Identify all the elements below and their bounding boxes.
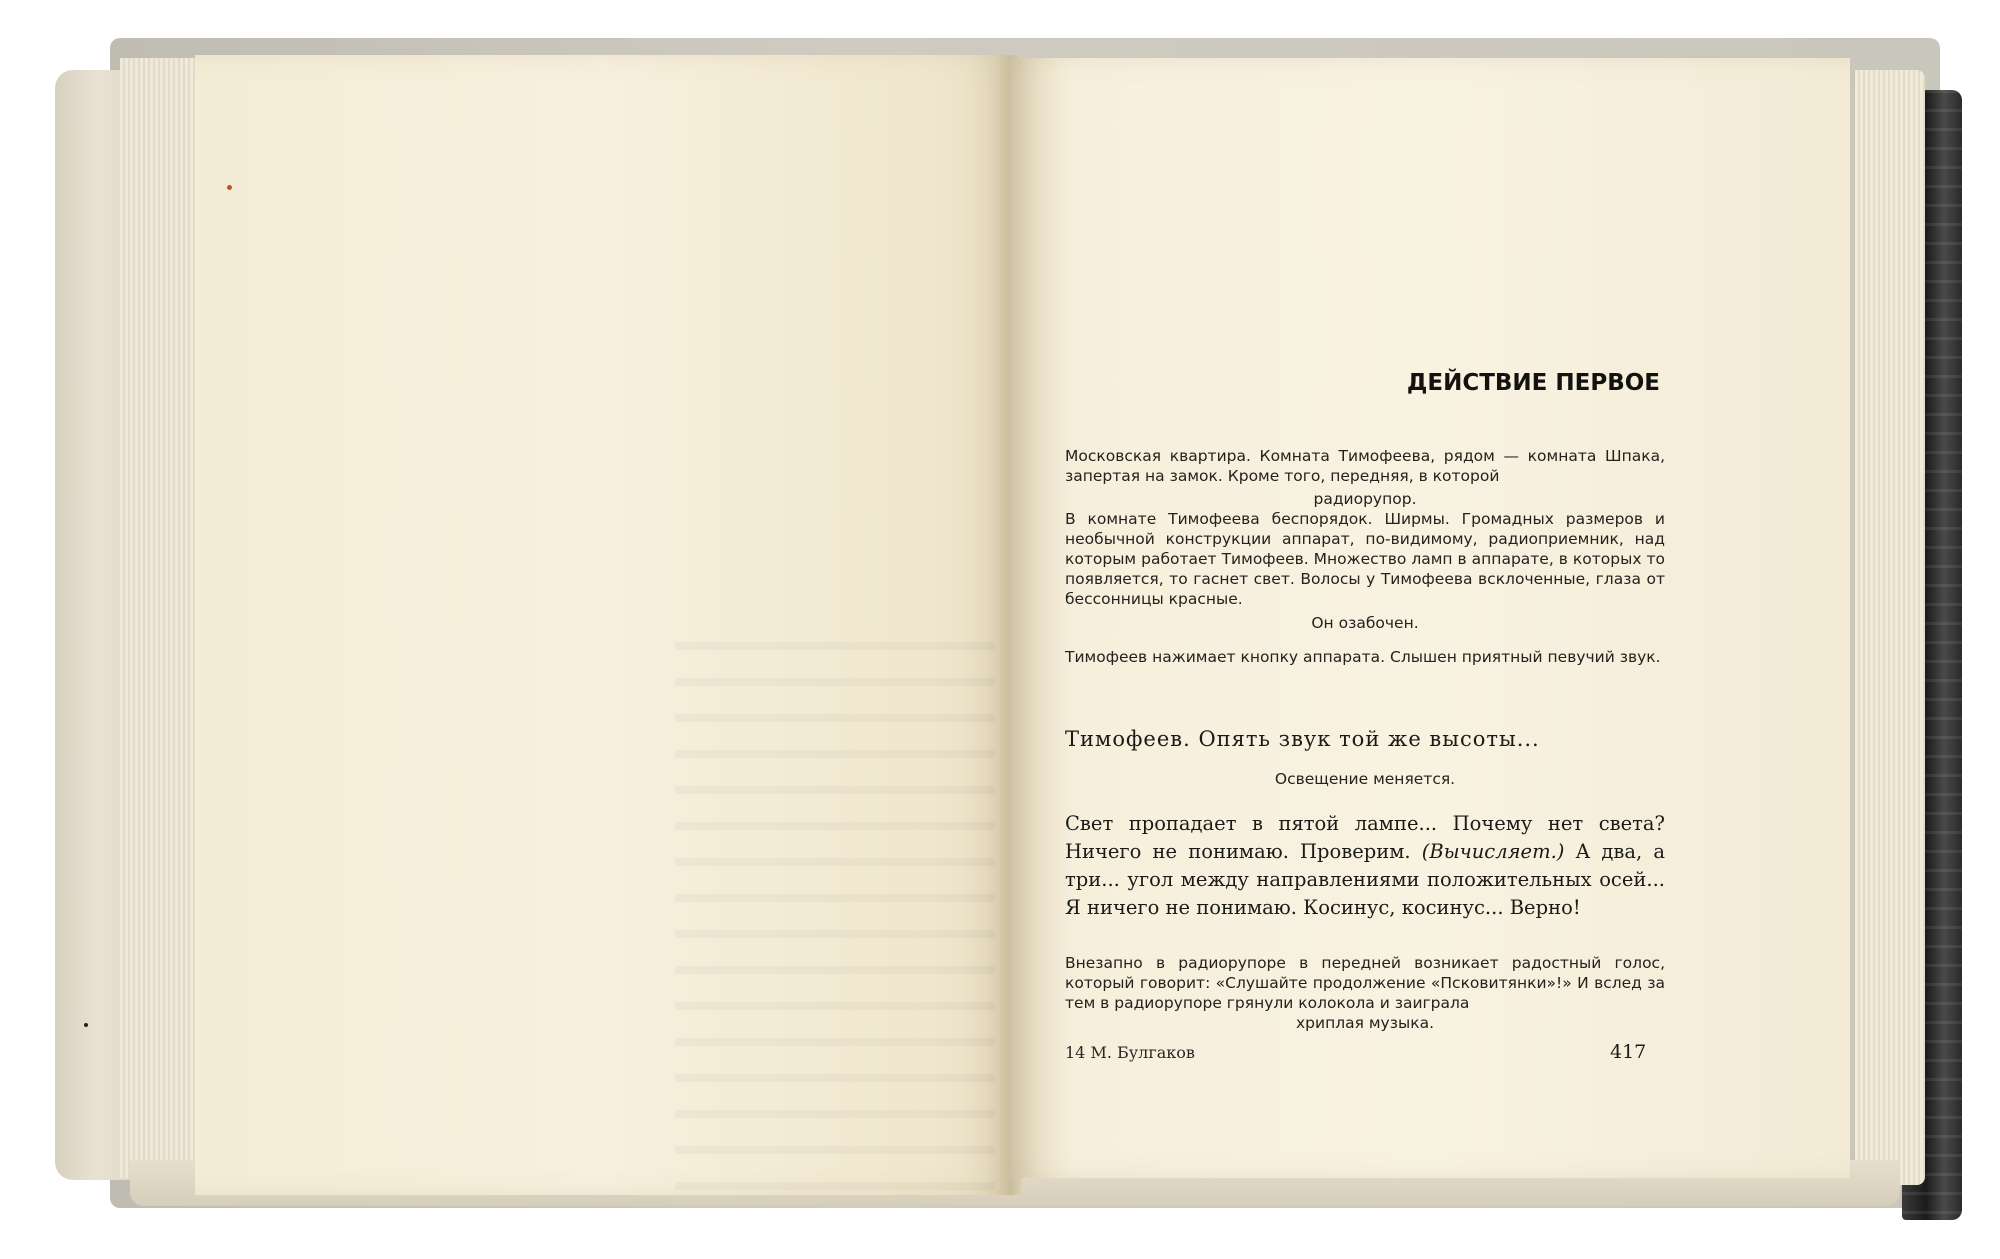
act-title: ДЕЙСТВИЕ ПЕРВОЕ [1406, 370, 1660, 396]
left-page-show-through [195, 55, 1015, 1195]
right-page-stack [1855, 70, 1925, 1185]
stage-direction-4: Освещение меняется. [1274, 770, 1456, 788]
left-page [195, 55, 1015, 1195]
speech-2-part-a: Свет пропадает в пятой лампе... Почему нет света? Ничего не понимаю. Проверим. [1065, 812, 1665, 863]
speech-2 [1065, 810, 1665, 922]
paper-fleck [227, 185, 232, 190]
speech-2-italic: (Вычисляет.) [1421, 840, 1565, 863]
dust-speck [84, 1023, 88, 1027]
footer-signature: 14 М. Булгаков [1065, 1043, 1195, 1062]
speech-2-part-b: А два, а три... угол между направлениями положительных осей... Я ничего не понимаю. Косинус, косинус... Верно! [1065, 840, 1665, 919]
stage-direction-1: Московская квартира. Комната Тимофеева, рядом — комната Шпака, запертая на замок. Кроме того, передняя, в которой [1065, 447, 1665, 485]
stage-direction-5-end: хриплая музыка. [1295, 1014, 1434, 1032]
speech-1: Тимофеев. Опять звук той же высоты... [1065, 727, 1540, 751]
page-number: 417 [1610, 1041, 1647, 1063]
stage-direction-5: Внезапно в радиорупоре в передней возникает радостный голос, который говорит: «Слушайте продолжение «Псковитянки»!» И вслед за тем в радиорупоре грянули колокола и заиграла [1065, 954, 1665, 1012]
stage-direction-2-end: Он озабочен. [1311, 614, 1419, 632]
stage-direction-1-end: радиорупор. [1313, 490, 1417, 508]
faint-list-lines [675, 620, 995, 1196]
stage-direction-2: В комнате Тимофеева беспорядок. Ширмы. Громадных размеров и необычной конструкции аппарат, по-видимому, радиоприемник, над которым работает Тимофеев. Множество ламп в аппарате, в которых то появляется, то гаснет свет. Волосы у Тимофеева всклоченные, глаза от бессонницы красные. [1065, 510, 1665, 608]
stage-direction-3: Тимофеев нажимает кнопку аппарата. Слышен приятный певучий звук. [1065, 648, 1661, 666]
